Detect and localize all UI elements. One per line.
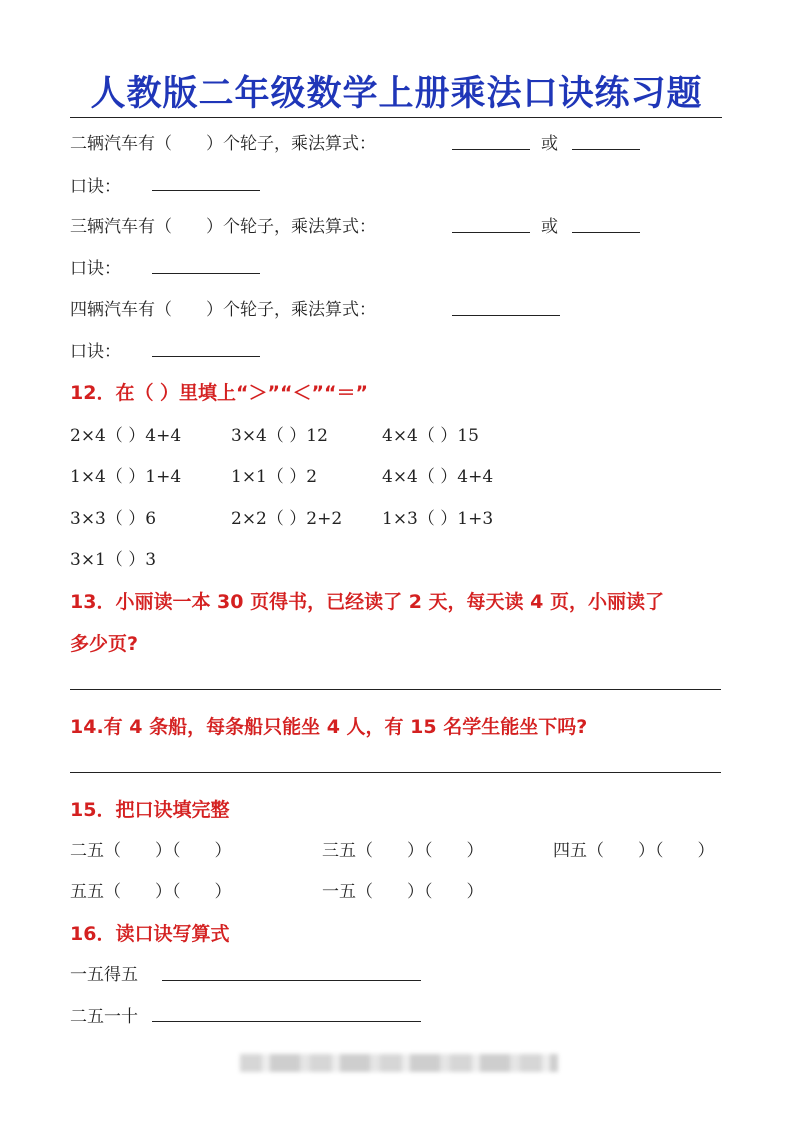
compare-item: 3×3（ ）6 <box>70 509 157 529</box>
answer-line[interactable] <box>70 772 721 773</box>
answer-blank[interactable] <box>452 315 560 316</box>
question-two-cars: 二辆汽车有（ ）个轮子，乘法算式： <box>70 134 376 154</box>
q13-line2: 多少页? <box>70 633 139 655</box>
compare-item: 3×1（ ）3 <box>70 550 157 570</box>
or-label: 或 <box>541 217 558 237</box>
koujue-label: 口诀： <box>70 342 121 362</box>
compare-item: 1×4（ ）1+4 <box>70 467 182 487</box>
koujue-fill-item: 一五（ ）（ ） <box>322 882 484 902</box>
compare-item: 1×1（ ）2 <box>231 467 318 487</box>
q12-heading: 12．在（ ）里填上“＞”“＜”“＝” <box>70 382 368 404</box>
answer-blank[interactable] <box>152 190 260 191</box>
compare-item: 2×2（ ）2+2 <box>231 509 343 529</box>
compare-item: 2×4（ ）4+4 <box>70 426 182 446</box>
koujue-text: 一五得五 <box>70 965 138 985</box>
q15-heading: 15．把口诀填完整 <box>70 799 230 821</box>
koujue-fill-item: 二五（ ）（ ） <box>70 841 232 861</box>
compare-item: 3×4（ ）12 <box>231 426 328 446</box>
q16-heading: 16．读口诀写算式 <box>70 923 230 945</box>
koujue-fill-item: 四五（ ）（ ） <box>553 841 715 861</box>
koujue-fill-item: 三五（ ）（ ） <box>322 841 484 861</box>
answer-blank[interactable] <box>162 980 421 981</box>
answer-line[interactable] <box>70 689 721 690</box>
answer-blank[interactable] <box>452 149 530 150</box>
answer-blank[interactable] <box>152 1021 421 1022</box>
question-three-cars: 三辆汽车有（ ）个轮子，乘法算式： <box>70 217 376 237</box>
compare-item: 1×3（ ）1+3 <box>382 509 494 529</box>
answer-blank[interactable] <box>572 232 640 233</box>
koujue-label: 口诀： <box>70 259 121 279</box>
title-underline <box>70 117 722 118</box>
q14-text: 14.有 4 条船，每条船只能坐 4 人，有 15 名学生能坐下吗? <box>70 716 588 738</box>
page-title: 人教版二年级数学上册乘法口诀练习题 <box>90 74 703 114</box>
q13-line1: 13．小丽读一本 30 页得书，已经读了 2 天，每天读 4 页，小丽读了 <box>70 591 665 613</box>
koujue-text: 二五一十 <box>70 1007 138 1027</box>
blurred-watermark <box>240 1054 558 1072</box>
answer-blank[interactable] <box>152 273 260 274</box>
koujue-fill-item: 五五（ ）（ ） <box>70 882 232 902</box>
compare-item: 4×4（ ）4+4 <box>382 467 494 487</box>
question-four-cars: 四辆汽车有（ ）个轮子，乘法算式： <box>70 300 376 320</box>
koujue-label: 口诀： <box>70 177 121 197</box>
answer-blank[interactable] <box>152 356 260 357</box>
answer-blank[interactable] <box>572 149 640 150</box>
answer-blank[interactable] <box>452 232 530 233</box>
or-label: 或 <box>541 134 558 154</box>
compare-item: 4×4（ ）15 <box>382 426 479 446</box>
